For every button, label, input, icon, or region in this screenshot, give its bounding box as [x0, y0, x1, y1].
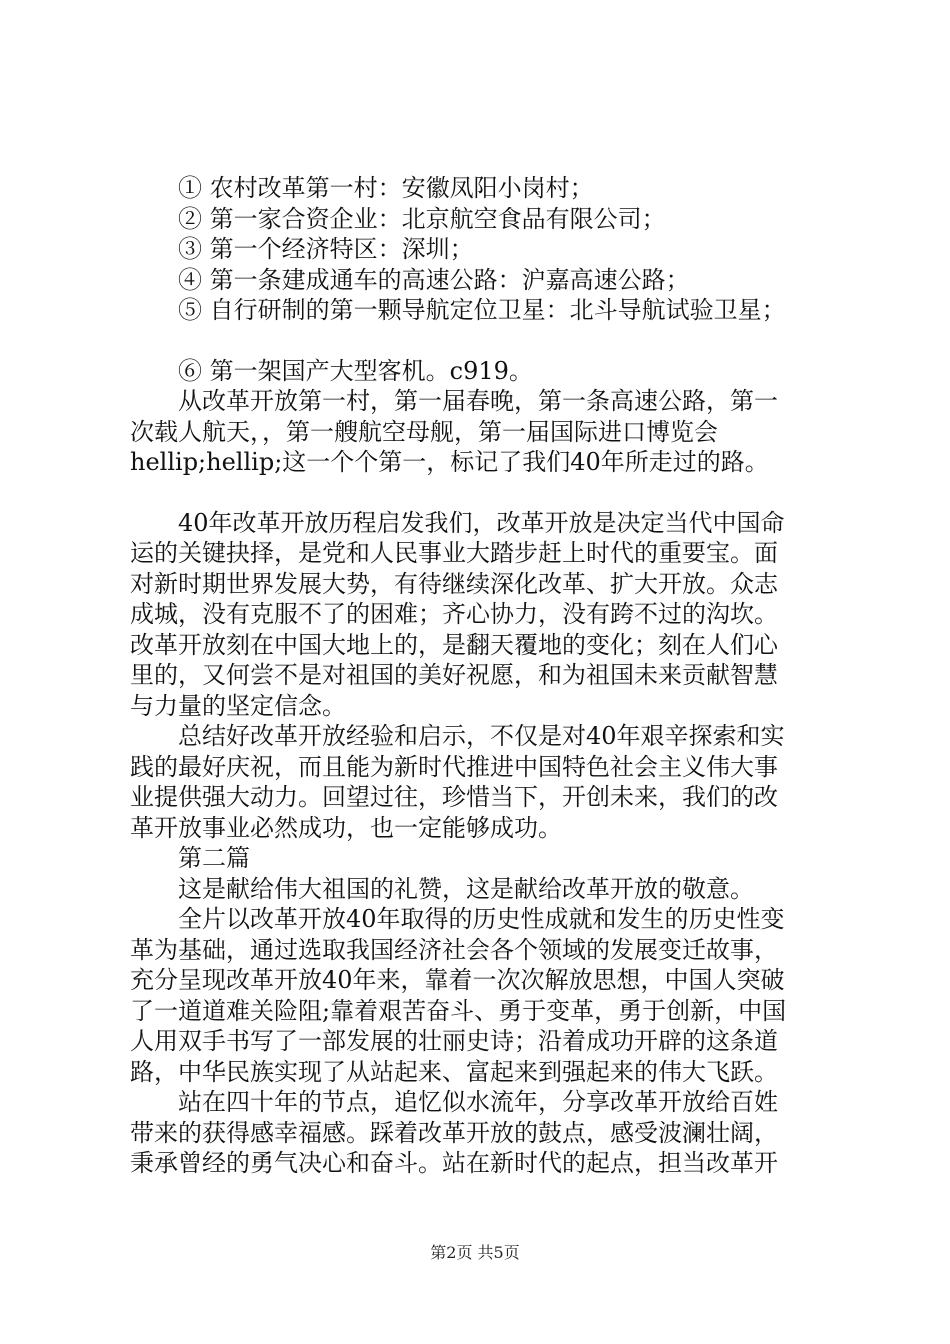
paragraph-line: 带来的获得感幸福感。踩着改革开放的鼓点，感受波澜壮阔， — [130, 1118, 778, 1147]
list-item: ② 第一家合资企业：北京航空食品有限公司； — [178, 204, 666, 233]
paragraph-line: 革为基础，通过选取我国经济社会各个领域的发展变迁故事， — [130, 935, 778, 964]
paragraph-line: 里的，又何尝不是对祖国的美好祝愿，和为祖国未来贡献智慧 — [130, 661, 778, 689]
paragraph-line: 总结好改革开放经验和启示，不仅是对40年艰辛探索和实 — [178, 722, 785, 750]
paragraph-line: 运的关键抉择，是党和人民事业大踏步赶上时代的重要宝。面 — [130, 539, 778, 567]
list-item: ④ 第一条建成通车的高速公路：沪嘉高速公路； — [178, 265, 690, 294]
section-title: 第二篇 — [178, 844, 250, 872]
paragraph-line: 成城，没有克服不了的困难；齐心协力，没有跨不过的沟坎。 — [130, 600, 778, 628]
paragraph-line: 践的最好庆祝，而且能为新时代推进中国特色社会主义伟大事 — [130, 752, 778, 781]
paragraph-line: 秉承曾经的勇气决心和奋斗。站在新时代的起点，担当改革开 — [130, 1149, 778, 1177]
paragraph-line: 了一道道难关险阻;靠着艰苦奋斗、勇于变革，勇于创新，中国 — [130, 996, 787, 1025]
page-footer: 第2页 共5页 — [430, 1243, 520, 1262]
paragraph-line: 业提供强大动力。回望过往，珍惜当下，开创未来，我们的改 — [130, 783, 778, 811]
list-item: ⑤ 自行研制的第一颗导航定位卫星：北斗导航试验卫星； — [178, 296, 786, 324]
list-item: ① 农村改革第一村：安徽凤阳小岗村； — [178, 174, 594, 202]
paragraph-line: 对新时期世界发展大势，有待继续深化改革、扩大开放。众志 — [130, 569, 778, 598]
document-body — [130, 173, 830, 1179]
spacer — [130, 478, 830, 508]
spacer — [130, 326, 830, 356]
list-item: ⑥ 第一架国产大型客机。c919。 — [178, 356, 533, 385]
paragraph-line: 革开放事业必然成功，也一定能够成功。 — [130, 813, 562, 842]
paragraph-line: 从改革开放第一村，第一届春晚，第一条高速公路，第一 — [178, 387, 778, 415]
paragraph-line: 次载人航天，，第一艘航空母舰，第一届国际进口博览会 — [130, 417, 718, 446]
paragraph-line: 路，中华民族实现了从站起来、富起来到强起来的伟大飞跃。 — [130, 1057, 778, 1086]
paragraph-line: 与力量的坚定信念。 — [130, 691, 346, 720]
paragraph-line: 全片以改革开放40年取得的历史性成就和发生的历史性变 — [178, 905, 785, 933]
paragraph-line: 改革开放刻在中国大地上的，是翻天覆地的变化；刻在人们心 — [130, 630, 778, 659]
list-item: ③ 第一个经济特区：深圳； — [178, 235, 474, 263]
paragraph-line: 这是献给伟大祖国的礼赞，这是献给改革开放的敬意。 — [178, 874, 754, 903]
paragraph-line: 站在四十年的节点，追忆似水流年，分享改革开放给百姓 — [178, 1088, 778, 1116]
paragraph-line: 40年改革开放历程启发我们，改革开放是决定当代中国命 — [178, 508, 785, 537]
paragraph-line: 人用双手书写了一部发展的壮丽史诗；沿着成功开辟的这条道 — [130, 1027, 778, 1055]
paragraph-line: 充分呈现改革开放40年来，靠着一次次解放思想，中国人突破 — [130, 966, 785, 994]
paragraph-line: hellip;hellip;这一个个第一，标记了我们40年所走过的路。 — [130, 448, 769, 476]
